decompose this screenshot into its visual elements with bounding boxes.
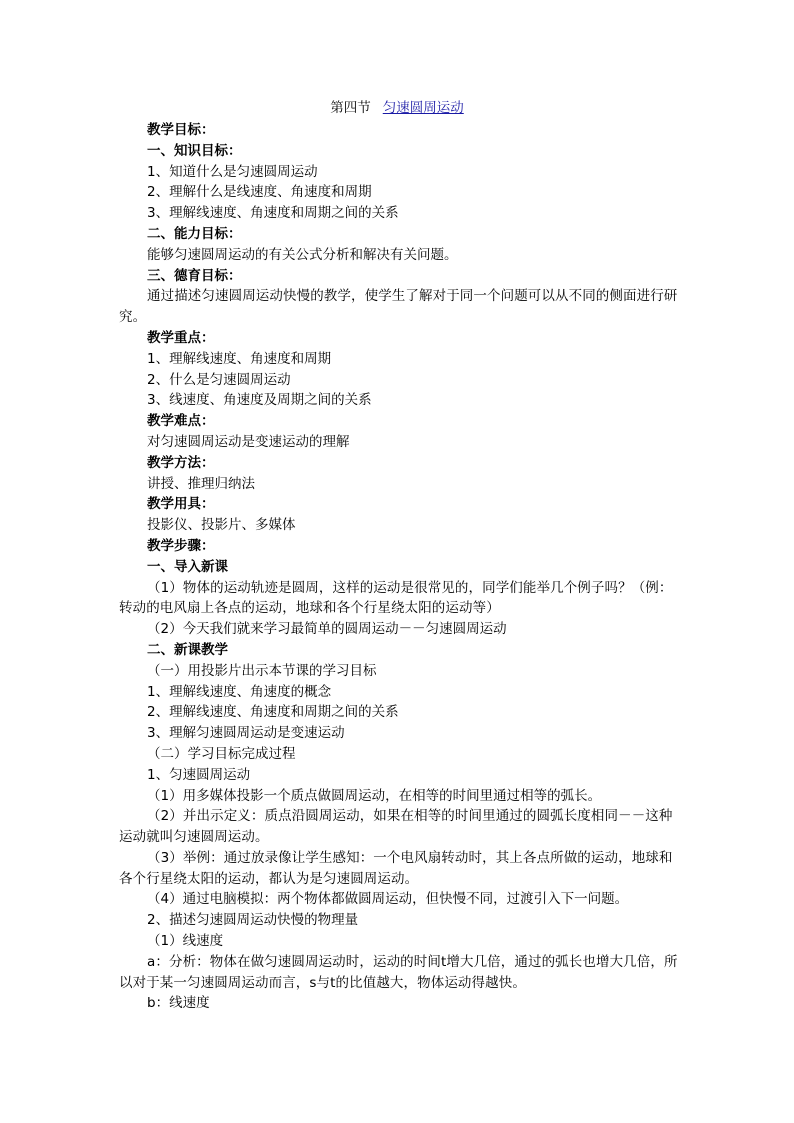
section-label: 第四节 <box>330 100 371 116</box>
heading-ability-goals: 二、能力目标： <box>147 225 242 242</box>
topic-speed-quantities: 2、描述匀速圆周运动快慢的物理量 <box>147 912 359 929</box>
heading-key-points: 教学重点： <box>147 329 215 346</box>
key-point-1: 1、理解线速度、角速度和周期 <box>147 350 332 367</box>
linear-velocity-label: b：线速度 <box>147 995 210 1012</box>
heading-teaching-steps: 教学步骤： <box>147 537 215 554</box>
ability-goal: 能够匀速圆周运动的有关公式分析和解决有关问题。 <box>147 246 458 263</box>
lesson-subheading-2: （二）学习目标完成过程 <box>147 745 296 762</box>
topic-link[interactable]: 匀速圆周运动 <box>382 100 464 116</box>
heading-knowledge-goals: 一、知识目标： <box>147 142 242 159</box>
topic-uniform-circular-motion: 1、匀速圆周运动 <box>147 766 251 783</box>
motion-point-1: （1）用多媒体投影一个质点做圆周运动，在相等的时间里通过相等的弧长。 <box>147 787 602 804</box>
subtopic-linear-velocity: （1）线速度 <box>147 933 224 950</box>
key-point-3: 3、线速度、角速度及周期之间的关系 <box>147 392 372 409</box>
lesson-goal-3: 3、理解匀速圆周运动是变速运动 <box>147 725 345 742</box>
document-body <box>119 120 684 1014</box>
teaching-methods: 讲授、推理归纳法 <box>147 475 255 492</box>
lesson-subheading-1: （一）用投影片出示本节课的学习目标 <box>147 662 377 679</box>
heading-teaching-tools: 教学用具： <box>147 496 215 513</box>
motion-point-3: （3）举例：通过放录像让学生感知：一个电风扇转动时，其上各点所做的运动，地球和各个行星绕太阳的运动，都认为是匀速圆周运动。 <box>119 849 673 887</box>
motion-point-2: （2）并出示定义：质点沿圆周运动，如果在相等的时间里通过的圆弧长度相同－－这种运动就叫匀速圆周运动。 <box>119 808 673 846</box>
knowledge-goal-3: 3、理解线速度、角速度和周期之间的关系 <box>147 205 399 222</box>
motion-point-4: （4）通过电脑模拟：两个物体都做圆周运动，但快慢不同，过渡引入下一问题。 <box>147 891 629 908</box>
moral-goal-paragraph: 通过描述匀速圆周运动快慢的教学，使学生了解对于同一个问题可以从不同的侧面进行研究。 <box>119 288 678 326</box>
document-title <box>0 98 794 118</box>
teaching-tools: 投影仪、投影片、多媒体 <box>147 517 296 534</box>
lesson-goal-2: 2、理解线速度、角速度和周期之间的关系 <box>147 704 399 721</box>
knowledge-goal-1: 1、知道什么是匀速圆周运动 <box>147 163 318 180</box>
heading-moral-goals: 三、德育目标： <box>147 267 242 284</box>
difficult-point: 对匀速圆周运动是变速运动的理解 <box>147 433 350 450</box>
lesson-goal-1: 1、理解线速度、角速度的概念 <box>147 683 332 700</box>
key-point-2: 2、什么是匀速圆周运动 <box>147 371 291 388</box>
heading-difficult-points: 教学难点： <box>147 413 215 430</box>
introduction-paragraph-1: （1）物体的运动轨迹是圆周，这样的运动是很常见的，同学们能举几个例子吗？（例：转动的电风扇上各点的运动，地球和各个行星绕太阳的运动等） <box>119 579 673 617</box>
heading-teaching-goals: 教学目标： <box>147 122 215 138</box>
heading-introduction: 一、导入新课 <box>147 558 228 575</box>
knowledge-goal-2: 2、理解什么是线速度、角速度和周期 <box>147 184 372 201</box>
introduction-paragraph-2: （2）今天我们就来学习最简单的圆周运动－－匀速圆周运动 <box>147 621 507 638</box>
analysis-paragraph: a：分析：物体在做匀速圆周运动时，运动的时间t增大几倍，通过的弧长也增大几倍，所以对于某一匀速圆周运动而言，s与t的比值越大，物体运动得越快。 <box>119 953 678 991</box>
heading-teaching-methods: 教学方法： <box>147 454 215 471</box>
heading-new-lesson: 二、新课教学 <box>147 641 228 658</box>
